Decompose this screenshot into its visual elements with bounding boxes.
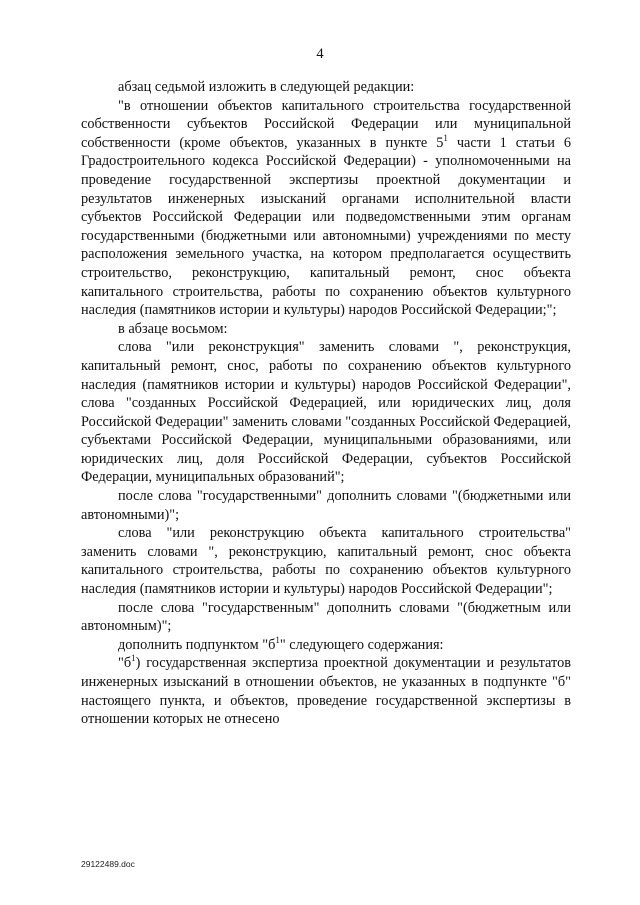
superscript: 1 — [131, 653, 136, 664]
paragraph-new-wording: "в отношении объектов капитального строительства государственной собственности субъектов Российской Федерации или муниципальной собственности (кроме объектов, указанных в пункте $5^1$ части 1 статьи 6 Градостроительного кодекса Российской Федерации) - уполномоченными на проведение государственной экспертизы проектной документации и результатов инженерных изысканий органами исполнительной власти субъектов Российской Федерации или подведомственными этим органам государственными (бюджетными или автономными) учреждениями по месту расположения земельного участка, на котором предполагается осуществить строительство, реконструкцию, капитальный ремонт, снос объекта капитального строительства, работы по сохранению объектов культурного наследия (памятников истории и культуры) народов Российской Федерации;"; — [81, 97, 571, 319]
paragraph-add-2: после слова "государственным" дополнить словами "(бюджетным или автономным)"; — [81, 599, 571, 635]
superscript: 1 — [443, 132, 448, 143]
page-number: 4 — [316, 46, 324, 62]
paragraph-add-1: после слова "государственными" дополнить словами "(бюджетными или автономными)"; — [81, 488, 571, 523]
paragraph-subpoint-b1: "$б^1$) государственная экспертиза проектной документации и результатов инженерных изысканий в отношении объектов, не указанных в подпункте "б" настоящего пункта, и объектов, проведение государственной экспертизы в отношении которых не отнесено — [81, 653, 571, 728]
paragraph-add-subpoint: дополнить подпунктом "$б^1$" следующего содержания: — [118, 634, 444, 653]
superscript: 1 — [275, 634, 280, 645]
document-body — [81, 78, 571, 729]
document-filename: 29122489.doc — [81, 859, 135, 869]
paragraph-replace-2: слова "или реконструкцию объекта капитального строительства" заменить словами ", реконструкцию, капитальный ремонт, снос объекта капитального строительства, работы по сохранению объектов культурного наследия (памятников истории и культуры) народов Российской Федерации"; — [81, 525, 571, 598]
paragraph-abzac-8: в абзаце восьмом: — [118, 320, 228, 337]
paragraph-replace-1: слова "или реконструкция" заменить словами ", реконструкция, капитальный ремонт, снос, работы по сохранению объектов культурного наследия (памятников истории и культуры) народов Российской Федерации", слова "созданных Российской Федерацией, или юридических лиц, доля Российской Федерации" заменить словами "созданных Российской Федерацией, субъектами Российской Федерации, муниципальными образованиями, или юридических лиц, доля Российской Федерации, субъектов Российской Федерации, муниципальных образований"; — [81, 339, 571, 486]
paragraph-intro: абзац седьмой изложить в следующей редакции: — [118, 79, 415, 95]
